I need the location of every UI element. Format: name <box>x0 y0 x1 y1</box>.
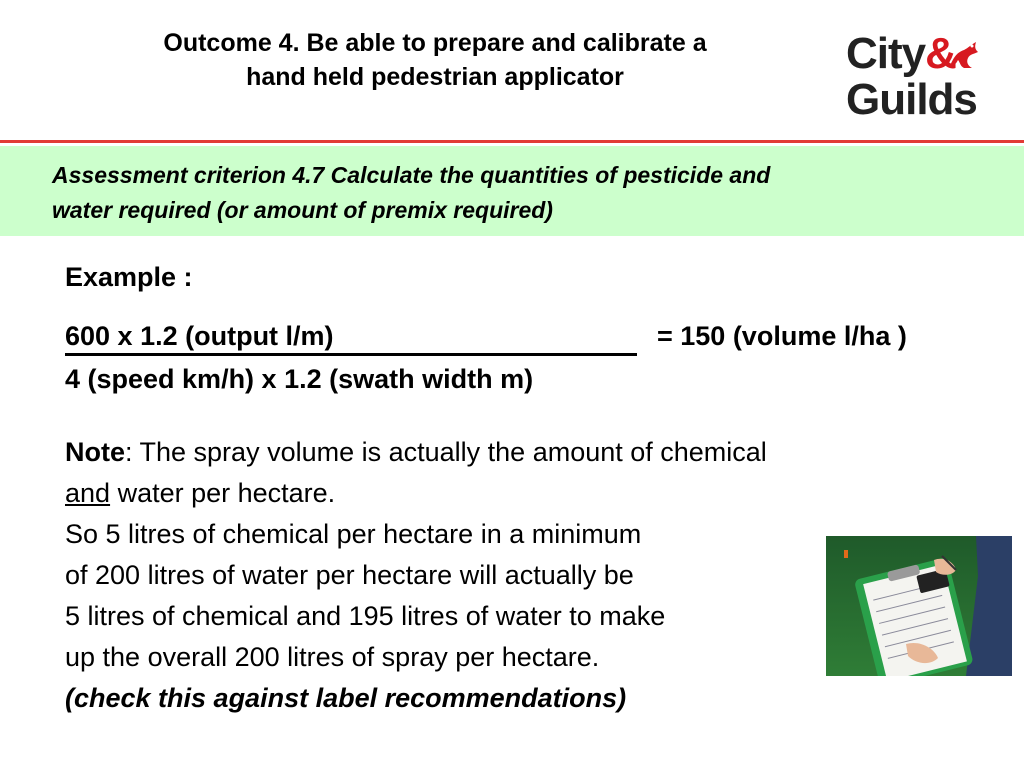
note-line-1-text: : The spray volume is actually the amount of chemical <box>125 437 767 467</box>
logo-line-1 <box>846 29 956 78</box>
note-line-4: of 200 litres of water per hectare will actually be <box>65 560 634 590</box>
clipboard-photo <box>826 536 1012 676</box>
dragon-icon <box>946 38 980 72</box>
formula-denominator: 4 (speed km/h) x 1.2 (swath width m) <box>65 364 534 394</box>
criterion-line-2: water required (or amount of premix required) <box>52 197 553 223</box>
logo-word-city: City <box>846 29 926 78</box>
header-divider <box>0 140 1024 143</box>
note-line-2-text: water per hectare. <box>110 478 336 508</box>
note-line-3: So 5 litres of chemical per hectare in a minimum <box>65 519 642 549</box>
assessment-criterion-text <box>52 158 992 228</box>
assessment-criterion-banner <box>0 146 1024 236</box>
title-line-1: Outcome 4. Be able to prepare and calibrate a <box>163 29 707 57</box>
logo-ampersand: & <box>925 29 956 78</box>
city-and-guilds-logo <box>846 29 986 124</box>
page-title <box>60 26 810 94</box>
label-recommendation-reminder: (check this against label recommendations) <box>65 683 627 713</box>
logo-word-guilds: Guilds <box>846 75 977 124</box>
example-heading: Example : <box>65 262 193 292</box>
note-line-5: 5 litres of chemical and 195 litres of water to make <box>65 601 666 631</box>
note-label: Note <box>65 437 125 467</box>
note-line-1 <box>65 432 965 473</box>
title-line-2: hand held pedestrian applicator <box>246 63 624 91</box>
note-and-underlined: and <box>65 478 111 508</box>
formula-numerator: 600 x 1.2 (output l/m) <box>65 319 637 356</box>
formula-result: = 150 (volume l/ha ) <box>657 321 907 351</box>
criterion-line-1: Assessment criterion 4.7 Calculate the quantities of pesticide and <box>52 162 771 188</box>
note-line-6: up the overall 200 litres of spray per hectare. <box>65 642 600 672</box>
note-line-2 <box>65 473 965 514</box>
